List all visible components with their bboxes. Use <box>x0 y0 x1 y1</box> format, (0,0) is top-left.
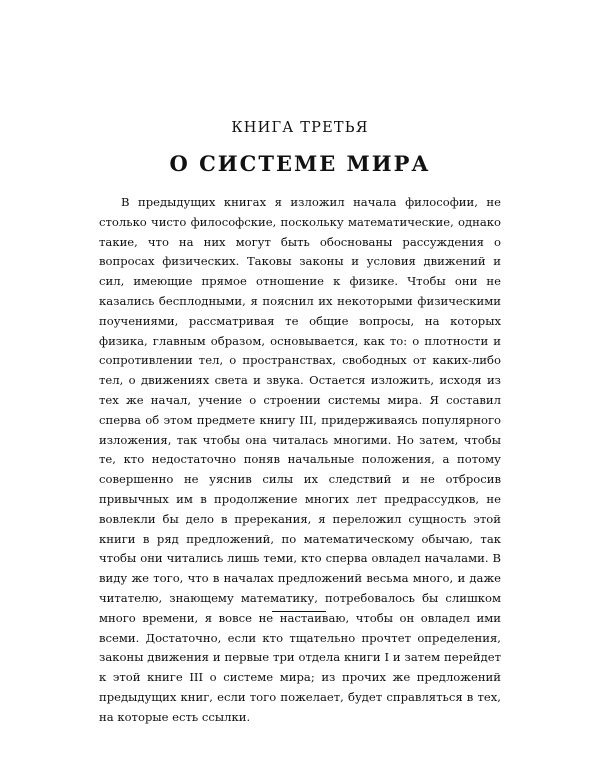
body-paragraph: В предыдущих книгах я изложил начала философии, не столько чисто философские, поскольку математические, однако такие, что на них могут быть обоснованы рассуждения о вопросах физических. Таковы законы и условия движений и сил, имеющие прямое отношение к физике. Чтобы они не казались бесплодными, я пояснил их некоторыми физическими поучениями, рассматривая те общие вопросы, на которых физика, главным образом, основывается, как то: о плотности и сопротивлении тел, о пространствах, свободных от каких-либо тел, о движениях света и звука. Остается изложить, исходя из тех же начал, учение о строении системы мира. Я составил сперва об этом предмете книгу III, придерживаясь популярного изложения, так чтобы она читалась многими. Но затем, чтобы те, кто недостаточно поняв начальные положения, а потому совершенно не уяснив силы их следствий и не отбросив привычных им в продолжение многих лет предрассудков, не вовлекли бы дело в пререкания, я переложил сущность этой книги в ряд предложений, по математическому обычаю, так чтобы они читались лишь теми, кто сперва овладел началами. В виду же того, что в началах предложений весьма много, и даже читателю, знающему математику, потребовалось бы слишком много времени, я вовсе не настаиваю, чтобы он овладел ими всеми. Достаточно, если кто тщательно прочтет определения, законы движения и первые три отдела книги I и затем перейдет к этой книге III о системе мира; из прочих же предложений предыдущих книг, если того пожелает, будет справляться в тех, на которые есть ссылки. <box>99 195 501 724</box>
book-label: КНИГА ТРЕТЬЯ <box>231 120 369 136</box>
chapter-title: О СИСТЕМЕ МИРА <box>169 151 431 176</box>
section-divider-rule <box>272 611 326 612</box>
